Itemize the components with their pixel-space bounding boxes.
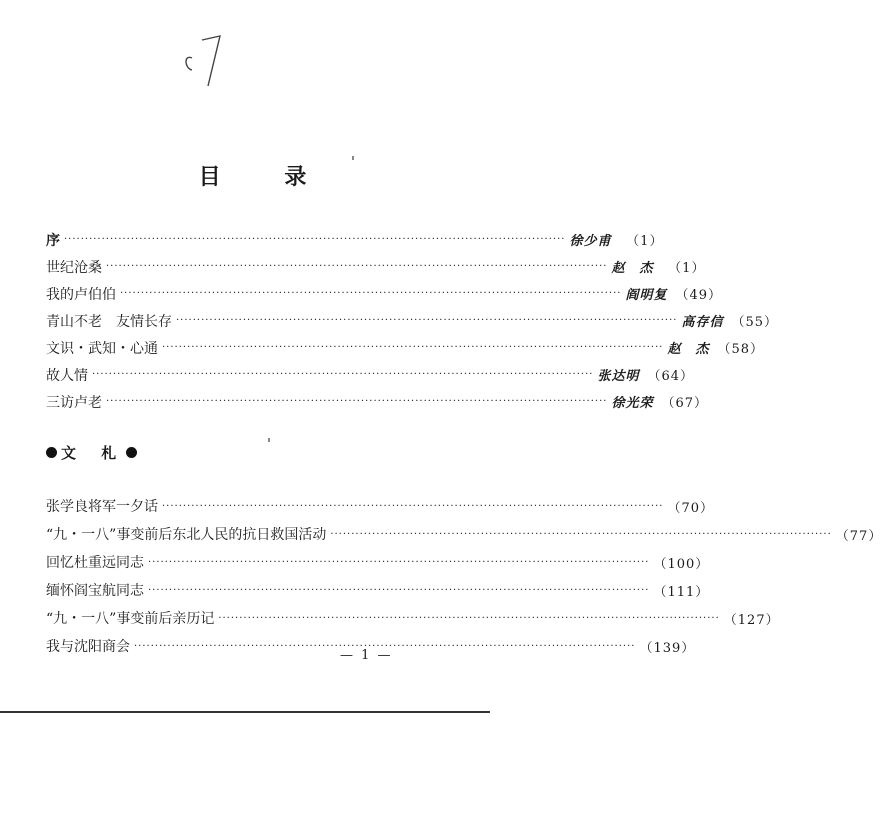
toc-entry-page: （100） [653,556,710,572]
toc-leader-dots: ························································································································ [106,396,608,407]
toc-entry-title: 缅怀阎宝航同志 [46,583,144,599]
toc-entry-title: “九・一八”事变前后亲历记 [46,611,215,627]
toc-entry [46,520,882,548]
scan-speck [352,156,354,160]
toc-entry-title: 我的卢伯伯 [46,286,116,303]
toc-entry-page: （77） [835,528,882,544]
section-heading [46,442,137,463]
toc-entry [46,226,664,253]
toc-entry-page: （1） [668,261,706,276]
page-title: 目 录 [198,165,335,190]
toc-entry-page: （127） [723,612,780,628]
toc-entry [46,280,722,307]
toc-leader-dots: ························································································································ [148,556,650,568]
toc-entry [46,253,706,280]
toc-entry [46,604,780,632]
toc-entry [46,307,778,334]
scan-speck [268,438,270,442]
toc-entry-page: （1） [626,234,664,249]
toc-entry [46,492,714,520]
page-number: — 1 — [340,648,393,663]
table-of-contents [46,226,778,415]
section-heading-label: 文 札 [61,444,127,462]
toc-entry-page: （67） [661,396,708,411]
handwritten-mark [178,24,238,94]
toc-entry-title: “九・一八”事变前后东北人民的抗日救国活动 [46,527,327,543]
toc-entry-page: （55） [731,315,778,330]
toc-leader-dots: ························································································································ [162,500,664,512]
toc-entry-title: 回忆杜重远同志 [46,555,144,571]
toc-entry-author: 赵 杰 [667,342,710,357]
toc-leader-dots: ························································································································ [148,584,650,596]
toc-entry-title: 故人情 [46,367,88,384]
toc-entry-title: 序 [46,232,60,249]
toc-entry-author: 徐光荣 [611,396,654,411]
toc-leader-dots: ························································································································ [134,640,636,652]
toc-leader-dots: ························································································································ [162,342,664,353]
toc-entry-author: 赵 杰 [611,261,654,276]
toc-leader-dots: ························································································································ [218,612,720,624]
toc-entry [46,548,710,576]
toc-entry-page: （49） [675,288,722,303]
toc-leader-dots: ························································································································ [120,288,622,299]
toc-entry-author: 高存信 [681,315,724,330]
bullet-icon [126,447,137,458]
toc-entry-title: 我与沈阳商会 [46,639,130,655]
bullet-icon [46,447,57,458]
toc-leader-dots: ························································································································ [92,369,594,380]
toc-entry-title: 青山不老 友情长存 [46,313,172,330]
toc-entry-author: 张达明 [597,369,640,384]
toc-entry-author: 徐少甫 [569,234,612,249]
toc-entry-title: 张学良将军一夕话 [46,499,158,515]
toc-entry-page: （139） [639,640,696,656]
toc-entry-page: （64） [647,369,694,384]
toc-entry [46,361,694,388]
section-contents [46,492,882,660]
toc-entry [46,388,708,415]
toc-entry-author: 阎明复 [625,288,668,303]
toc-entry-page: （58） [717,342,764,357]
toc-entry-page: （111） [653,584,710,600]
toc-entry-page: （70） [667,500,714,516]
toc-leader-dots: ························································································································ [106,261,608,272]
toc-entry-title: 文识・武知・心通 [46,340,158,357]
toc-leader-dots: ························································································································ [330,528,832,540]
toc-entry-title: 三访卢老 [46,394,102,411]
toc-entry-title: 世纪沧桑 [46,259,102,276]
divider-line [0,711,490,713]
toc-leader-dots: ························································································································ [64,234,566,245]
toc-entry [46,576,710,604]
toc-leader-dots: ························································································································ [176,315,678,326]
toc-entry [46,334,764,361]
